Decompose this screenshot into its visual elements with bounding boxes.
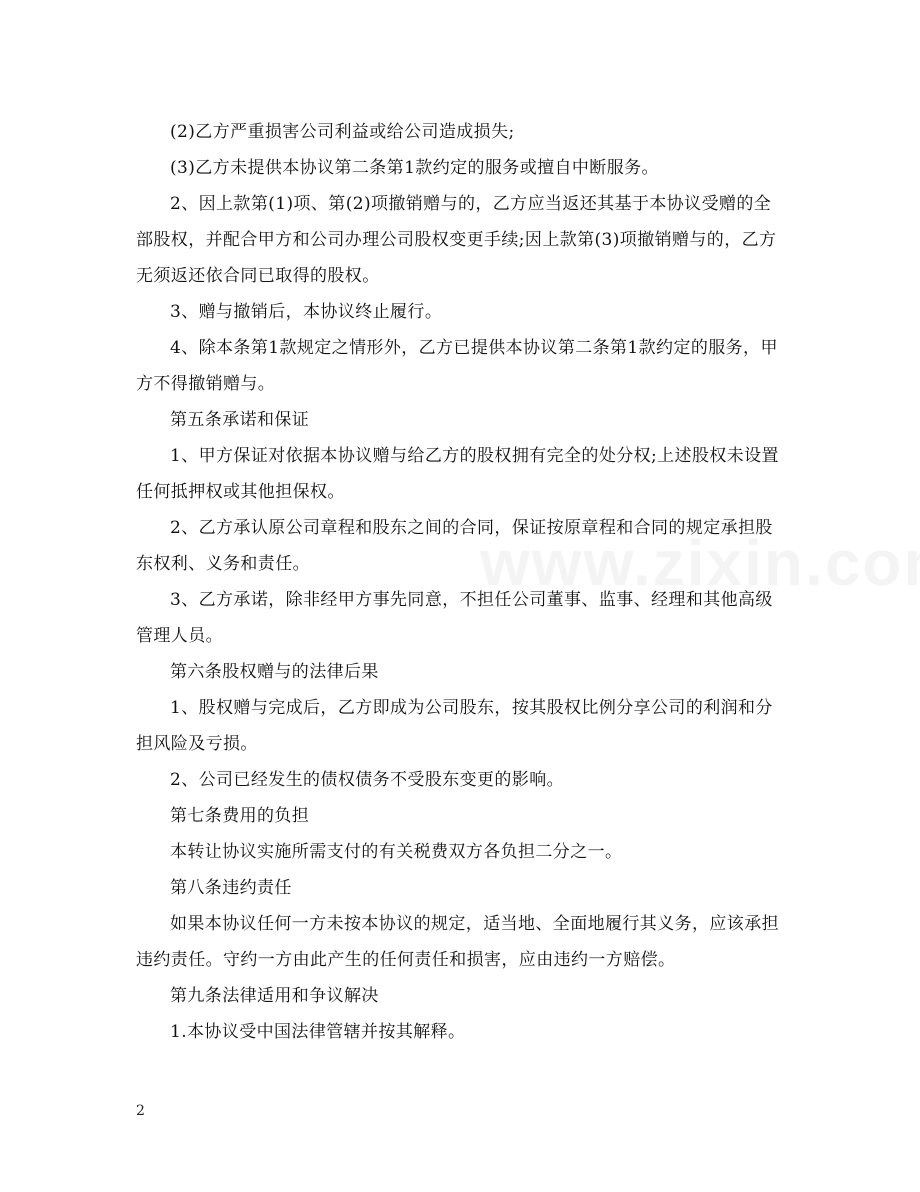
paragraph: 2、公司已经发生的债权债务不受股东变更的影响。	[170, 770, 565, 790]
paragraph: 2、乙方承认原公司章程和股东之间的合同，保证按原章程和合同的规定承担股东权利、义务和责任。	[136, 518, 773, 574]
section-heading: 第七条费用的负担	[170, 806, 310, 826]
section-heading: 第九条法律适用和争议解决	[170, 986, 379, 1006]
paragraph: 2、因上款第(1)项、第(2)项撤销赠与的，乙方应当返还其基于本协议受赠的全部股权，并配合甲方和公司办理公司股权变更手续;因上款第(3)项撤销赠与的，乙方无须返还依合同已取得的股权。	[136, 194, 777, 286]
paragraph: 4、除本条第1款规定之情形外，乙方已提供本协议第二条第1款约定的服务，甲方不得撤销赠与。	[136, 338, 778, 394]
paragraph: 3、乙方承诺，除非经甲方事先同意，不担任公司董事、监事、经理和其他高级管理人员。	[136, 590, 773, 646]
section-heading: 第五条承诺和保证	[170, 410, 310, 430]
paragraph: 1.本协议受中国法律管辖并按其解释。	[170, 1022, 466, 1042]
paragraph: (2)乙方严重损害公司利益或给公司造成损失;	[170, 122, 515, 142]
paragraph: 1、甲方保证对依据本协议赠与给乙方的股权拥有完全的处分权;上述股权未设置任何抵押权或其他担保权。	[136, 446, 779, 502]
paragraph: 如果本协议任何一方未按本协议的规定，适当地、全面地履行其义务，应该承担违约责任。守约一方由此产生的任何责任和损害，应由违约一方赔偿。	[136, 914, 779, 970]
paragraph: 1、股权赠与完成后，乙方即成为公司股东，按其股权比例分享公司的利润和分担风险及亏损。	[136, 698, 773, 754]
page-number: 2	[136, 1103, 145, 1119]
section-heading: 第六条股权赠与的法律后果	[170, 662, 379, 682]
paragraph: (3)乙方未提供本协议第二条第1款约定的服务或擅自中断服务。	[170, 158, 659, 178]
document-body	[136, 114, 786, 1050]
paragraph: 本转让协议实施所需支付的有关税费双方各负担二分之一。	[170, 842, 623, 862]
paragraph: 3、赠与撤销后，本协议终止履行。	[170, 302, 443, 322]
section-heading: 第八条违约责任	[170, 878, 292, 898]
